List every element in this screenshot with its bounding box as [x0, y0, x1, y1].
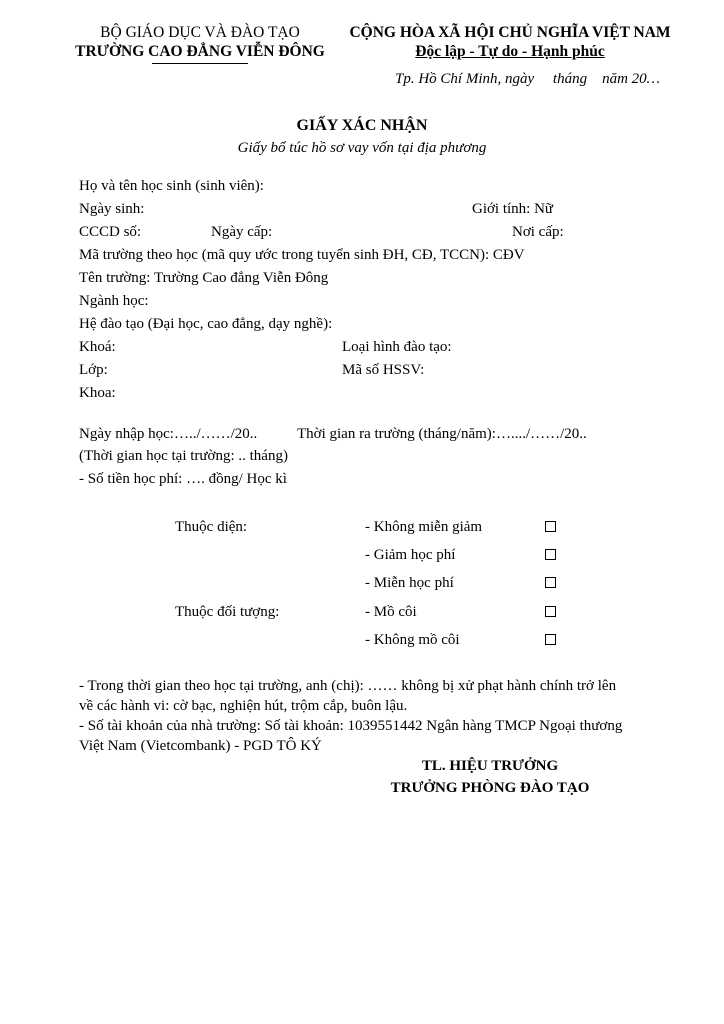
option-checkbox[interactable] [545, 549, 556, 560]
field-class: Lớp: [79, 362, 108, 378]
option-checkbox[interactable] [545, 606, 556, 617]
signature-title-line1: TL. HIỆU TRƯỞNG [421, 758, 559, 774]
field-faculty: Khoa: [79, 385, 116, 401]
field-issue-date: Ngày cấp: [211, 224, 273, 240]
field-school-name: Tên trường: Trường Cao đẳng Viễn Đông [79, 270, 329, 286]
field-study-duration: (Thời gian học tại trường: .. tháng) [79, 448, 288, 464]
field-school-code: Mã trường theo học (mã quy ước trong tuyển sinh ĐH, CĐ, TCCN): CĐV [79, 247, 525, 263]
field-student-id: Mã số HSSV: [342, 362, 425, 378]
option-label: - Miễn học phí [365, 575, 454, 591]
field-training-type: Loại hình đào tạo: [342, 339, 452, 355]
field-graduation-date: Thời gian ra trường (tháng/năm):…..../……/20.. [297, 426, 587, 442]
account-note-line1: - Số tài khoản của nhà trường: Số tài khoản: 1039551442 Ngân hàng TMCP Ngoại thương [79, 718, 623, 734]
option-checkbox[interactable] [545, 634, 556, 645]
signature-title-line2: TRƯỞNG PHÒNG ĐÀO TẠO [390, 780, 590, 796]
field-full-name: Họ và tên học sinh (sinh viên): [79, 178, 264, 194]
field-training-system: Hệ đào tạo (Đại học, cao đẳng, dạy nghề): [79, 316, 333, 332]
field-issue-place: Nơi cấp: [512, 224, 564, 240]
document-title: GIẤY XÁC NHẬN [296, 117, 428, 134]
category-group-label: Thuộc diện: [175, 519, 248, 535]
option-label: - Không miễn giảm [365, 519, 483, 535]
field-tuition: - Số tiền học phí: …. đồng/ Học kì [79, 471, 287, 487]
option-label: - Không mồ côi [365, 632, 460, 648]
nation-motto: Độc lập - Tự do - Hạnh phúc [415, 43, 605, 60]
field-dob: Ngày sinh: [79, 201, 145, 217]
account-note-line2: Việt Nam (Vietcombank) - PGD TÔ KÝ [79, 738, 322, 754]
field-enroll-date: Ngày nhập học:…../……/20.. [79, 426, 258, 442]
school-name-header: TRƯỜNG CAO ĐẲNG VIỄN ĐÔNG [75, 43, 325, 60]
conduct-note-line1: - Trong thời gian theo học tại trường, anh (chị): …… không bị xử phạt hành chính trở lên [79, 678, 617, 694]
option-label: - Mồ côi [365, 604, 417, 620]
nation-name: CỘNG HÒA XÃ HỘI CHỦ NGHĨA VIỆT NAM [349, 24, 671, 41]
field-cccd: CCCD số: [79, 224, 142, 240]
option-label: - Giảm học phí [365, 547, 456, 563]
option-checkbox[interactable] [545, 521, 556, 532]
conduct-note-line2: về các hành vi: cờ bạc, nghiện hút, trộm cắp, buôn lậu. [79, 698, 408, 714]
field-gender: Giới tính: Nữ [472, 201, 554, 217]
subject-group-label: Thuộc đối tượng: [175, 604, 280, 620]
field-major: Ngành học: [79, 293, 149, 309]
header-left-underline [152, 63, 248, 64]
document-subtitle: Giấy bổ túc hồ sơ vay vốn tại địa phương [237, 140, 487, 156]
option-checkbox[interactable] [545, 577, 556, 588]
ministry-name: BỘ GIÁO DỤC VÀ ĐÀO TẠO [100, 24, 300, 41]
place-date: Tp. Hồ Chí Minh, ngày tháng năm 20… [395, 71, 661, 87]
field-cohort: Khoá: [79, 339, 116, 355]
